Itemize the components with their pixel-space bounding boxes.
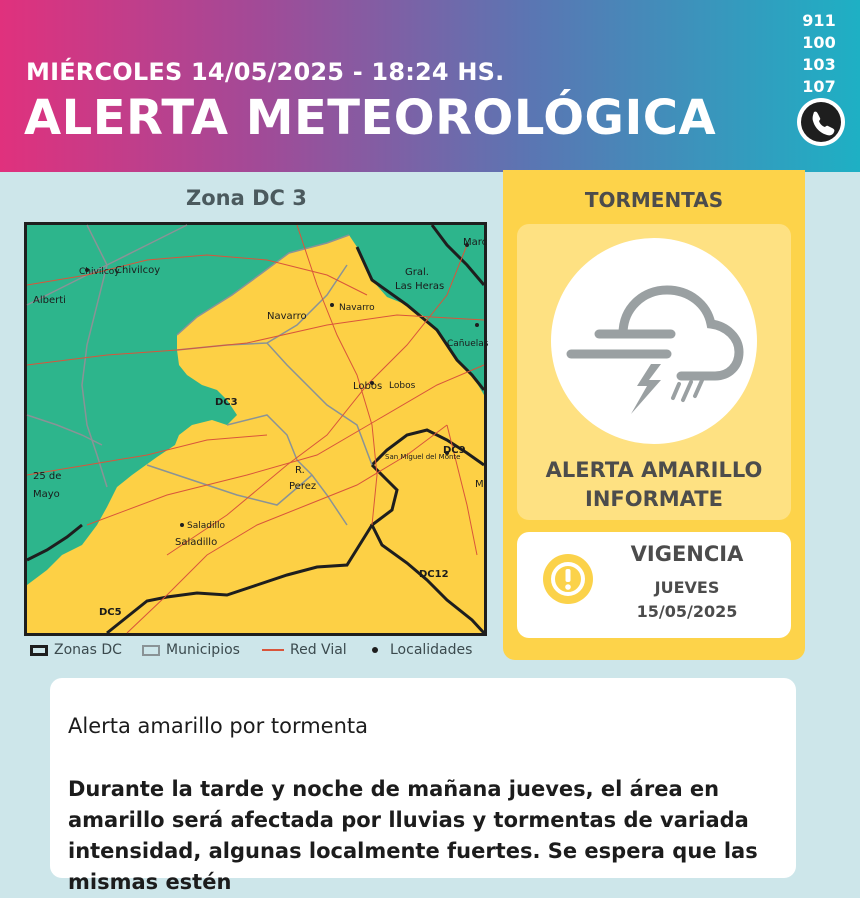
description-text: Durante la tarde y noche de mañana jueves, el área en amarillo será afectada por lluvias y tormentas de variada intensidad, algunas localmente fuertes. Se espera que las mismas estén bbox=[68, 777, 758, 894]
locality-label: Chivilcoy bbox=[115, 265, 161, 276]
locality-label: Lobos bbox=[389, 381, 416, 391]
exclamation-icon bbox=[543, 554, 593, 604]
locality-label: M bbox=[475, 479, 484, 490]
locality-label: Cañuelas bbox=[447, 339, 489, 349]
locality-label: Marc bbox=[463, 237, 488, 248]
zone-label: DC5 bbox=[99, 607, 122, 618]
locality-label: Navarro bbox=[267, 311, 307, 322]
vigencia-title: VIGENCIA bbox=[630, 542, 744, 566]
locality-label: Las Heras bbox=[395, 281, 445, 292]
legend-localidades bbox=[366, 642, 472, 658]
phone-number[interactable]: 107 bbox=[802, 77, 836, 96]
zone-label: DC3 bbox=[215, 397, 238, 408]
locality-label: Saladillo bbox=[187, 521, 225, 531]
vigencia-day: JUEVES bbox=[654, 578, 720, 597]
zone-label: DC12 bbox=[419, 569, 449, 580]
legend-red-vial bbox=[262, 642, 347, 658]
vigencia-date: 15/05/2025 bbox=[636, 602, 738, 621]
map-legend bbox=[30, 642, 490, 662]
locality-label: San Miguel del Monte bbox=[385, 453, 461, 461]
municipio-swatch bbox=[142, 645, 160, 656]
alert-level-line: ALERTA AMARILLO bbox=[545, 458, 763, 482]
locality-label: Saladillo bbox=[175, 537, 218, 548]
vigencia-card bbox=[517, 532, 791, 638]
phone-number[interactable]: 100 bbox=[802, 33, 836, 52]
alert-type: TORMENTAS bbox=[584, 188, 724, 212]
storm-cloud-icon bbox=[551, 238, 757, 444]
phone-number[interactable]: 911 bbox=[802, 11, 836, 30]
locality-label: Alberti bbox=[33, 295, 66, 306]
alert-panel bbox=[503, 170, 805, 660]
locality-label: 25 de bbox=[33, 471, 62, 482]
locality-label: Perez bbox=[289, 481, 317, 492]
locality-label: R. bbox=[295, 465, 305, 476]
phone-number[interactable]: 103 bbox=[802, 55, 836, 74]
locality-label: Gral. bbox=[405, 267, 429, 278]
alert-level bbox=[517, 456, 791, 514]
page-title: ALERTA METEOROLÓGICA bbox=[24, 90, 717, 146]
phone-icon[interactable] bbox=[797, 98, 845, 146]
locality-swatch bbox=[372, 647, 378, 653]
road-swatch bbox=[262, 649, 284, 651]
legend-label: Zonas DC bbox=[54, 642, 122, 658]
header-banner bbox=[0, 0, 860, 172]
zone-title: Zona DC 3 bbox=[186, 186, 307, 210]
legend-zonas bbox=[30, 642, 122, 658]
legend-municipios bbox=[142, 642, 240, 658]
alert-level-card bbox=[517, 224, 791, 520]
description-heading: Alerta amarillo por tormenta bbox=[68, 714, 369, 738]
zone-swatch bbox=[30, 645, 48, 656]
alert-info-line: INFORMATE bbox=[585, 487, 723, 511]
alert-date: MIÉRCOLES 14/05/2025 - 18:24 HS. bbox=[26, 58, 505, 86]
locality-label: Chivilcoy bbox=[79, 267, 120, 277]
zone-label: DC9 bbox=[443, 445, 466, 456]
legend-label: Localidades bbox=[390, 642, 473, 658]
legend-label: Red Vial bbox=[290, 642, 347, 658]
locality-label: Navarro bbox=[339, 303, 375, 313]
locality-label: Mayo bbox=[33, 489, 60, 500]
zone-map[interactable] bbox=[24, 222, 487, 636]
emergency-phones bbox=[796, 10, 842, 98]
description-card bbox=[50, 678, 796, 894]
legend-label: Municipios bbox=[166, 642, 240, 658]
locality-label: Lobos bbox=[353, 381, 383, 392]
